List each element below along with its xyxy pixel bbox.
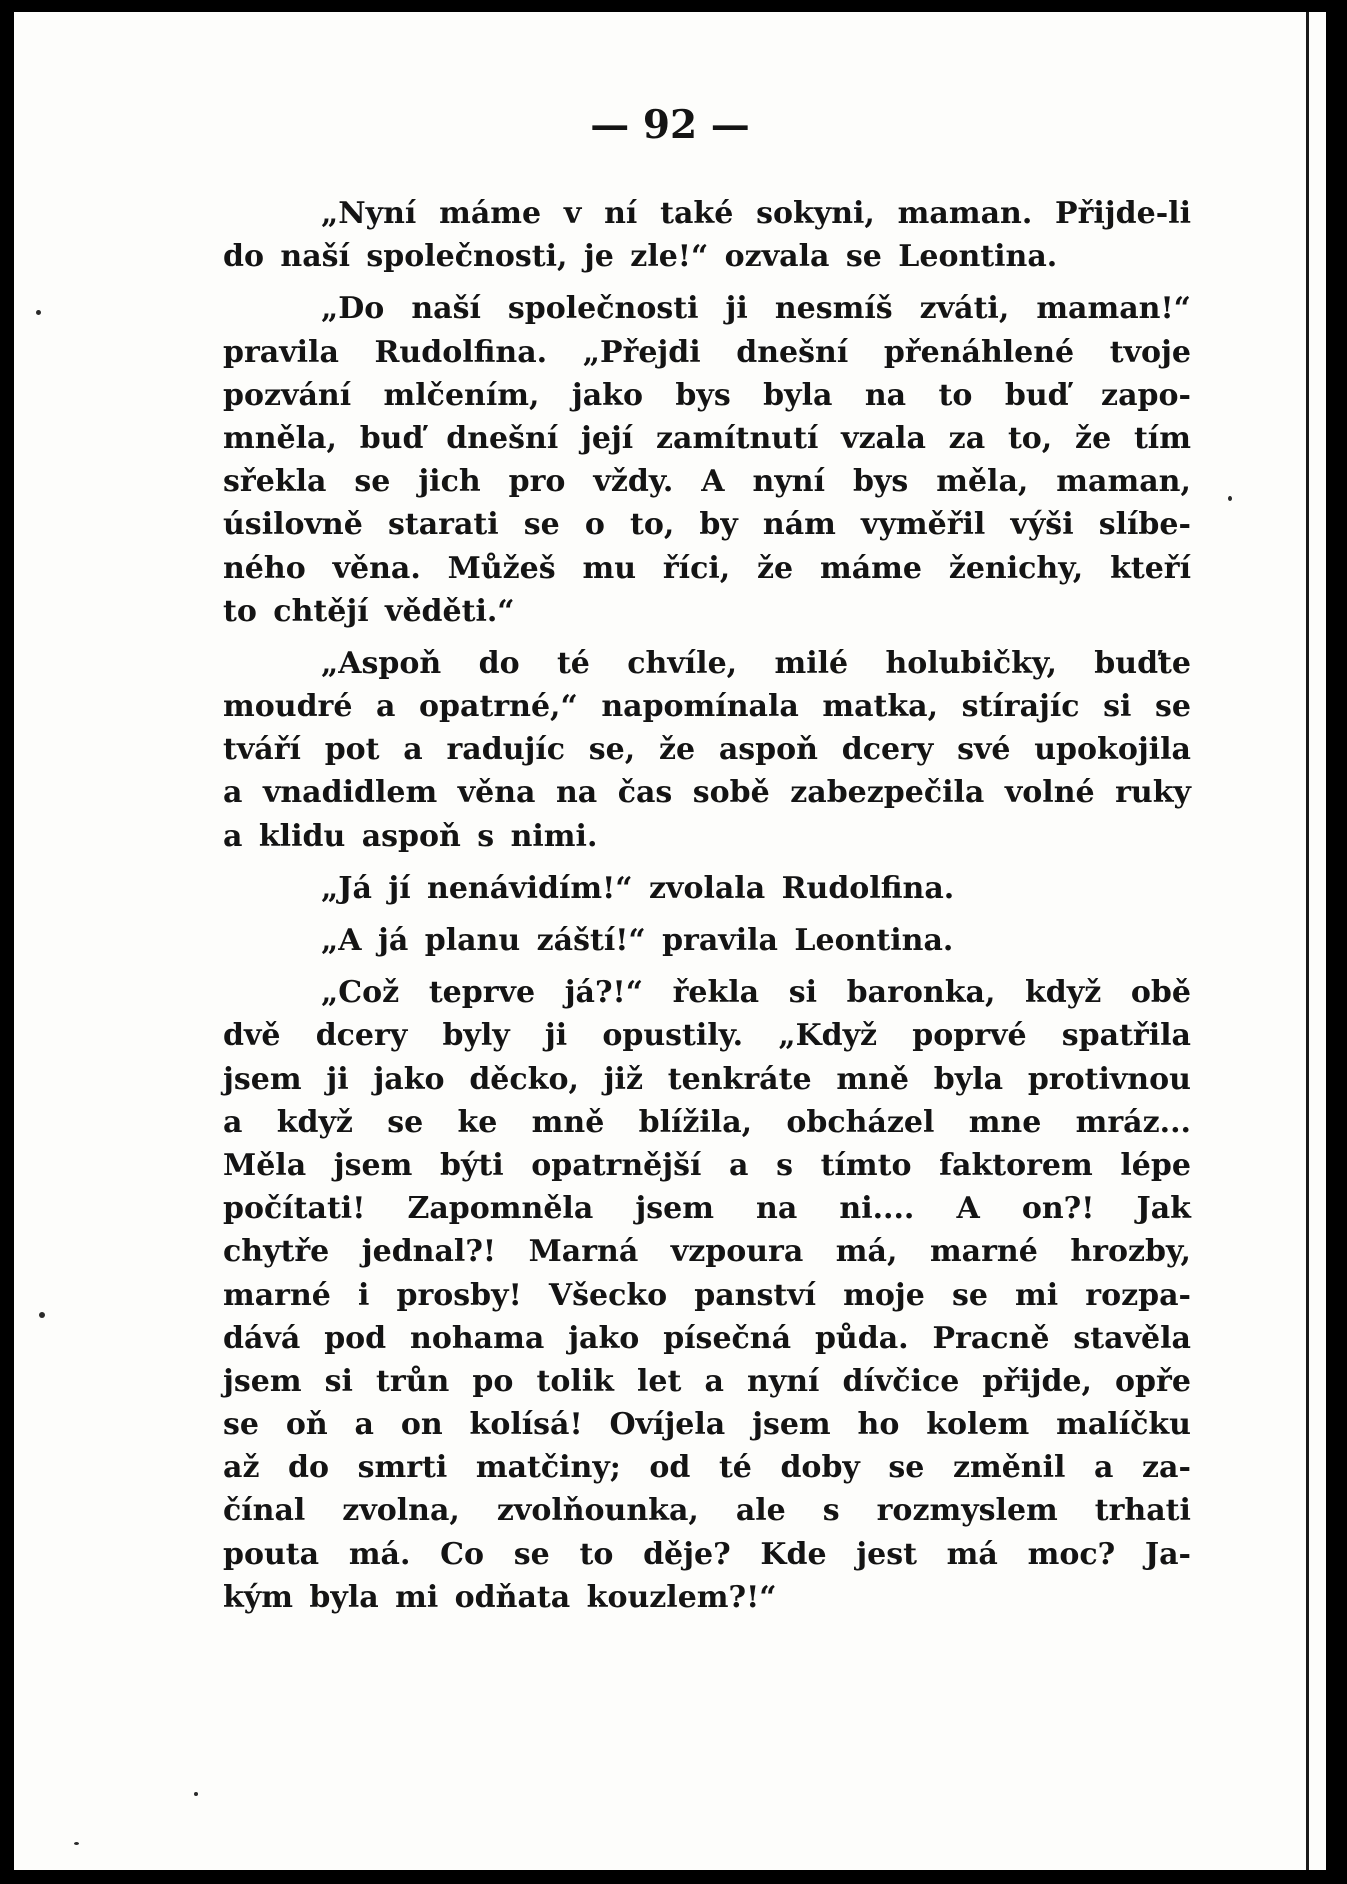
text-line: pouta má. Co se to děje? Kde jest má moc? Ja-	[223, 1536, 1191, 1572]
text-line: jsem ji jako děcko, již tenkráte mně byla protivnou	[223, 1061, 1191, 1097]
paragraph	[223, 971, 1191, 1619]
paragraph	[223, 919, 1191, 962]
text-line: do naší společnosti, je zle!“ ozvala se Leontina.	[223, 239, 1058, 275]
paragraph	[223, 287, 1191, 633]
print-speck	[74, 1842, 79, 1845]
text-line: „Já jí nenávidím!“ zvolala Rudolfina.	[321, 870, 955, 906]
book-page	[14, 12, 1326, 1870]
paragraph	[223, 642, 1191, 858]
paragraph	[223, 867, 1191, 910]
page-number: — 92 —	[590, 102, 750, 148]
text-line: až do smrti matčiny; od té doby se změnil a za-	[223, 1450, 1191, 1486]
text-line: to chtějí věděti.“	[223, 593, 515, 629]
text-line: a vnadidlem věna na čas sobě zabezpečila volné ruky	[223, 775, 1191, 811]
text-line: sřekla se jich pro vždy. A nyní bys měla, maman,	[223, 464, 1191, 500]
print-speck	[1228, 496, 1232, 501]
text-line: moudré a opatrné,“ napomínala matka, stírajíc si se	[223, 689, 1191, 725]
paragraph	[223, 192, 1191, 278]
text-line: se oň a on kolísá! Ovíjela jsem ho kolem malíčku	[223, 1407, 1191, 1443]
text-line: dává pod nohama jako písečná půda. Pracně stavěla	[223, 1320, 1191, 1356]
text-line: dvě dcery byly ji opustily. „Když poprvé spatřila	[223, 1018, 1191, 1054]
text-line: kým byla mi odňata kouzlem?!“	[223, 1579, 777, 1615]
text-line: ného věna. Můžeš mu říci, že máme ženichy, kteří	[223, 550, 1191, 586]
text-line: a když se ke mně blížila, obcházel mne mráz...	[223, 1104, 1191, 1140]
text-line: „Což teprve já?!“ řekla si baronka, když obě	[321, 975, 1191, 1011]
text-line: „A já planu záští!“ pravila Leontina.	[321, 923, 954, 958]
print-speck	[194, 1792, 198, 1796]
text-line: pozvání mlčením, jako bys byla na to buď zapo-	[223, 377, 1191, 413]
text-line: mněla, buď dnešní její zamítnutí vzala za to, že tím	[223, 420, 1191, 456]
text-line: čínal zvolna, zvolňounka, ale s rozmyslem trhati	[223, 1493, 1191, 1529]
text-line: a klidu aspoň s nimi.	[223, 818, 598, 854]
text-line: chytře jednal?! Marná vzpoura má, marné hrozby,	[223, 1234, 1191, 1270]
page-edge-line	[1306, 12, 1309, 1870]
text-line: počítati! Zapomněla jsem na ni.... A on?! Jak	[223, 1191, 1191, 1227]
text-line: úsilovně starati se o to, by nám vyměřil výši slíbe-	[223, 507, 1191, 543]
body-text	[223, 192, 1191, 1628]
print-speck	[36, 310, 41, 315]
text-line: „Do naší společnosti ji nesmíš zváti, maman!“	[321, 291, 1191, 327]
text-line: marné i prosby! Všecko panství moje se mi rozpa-	[223, 1277, 1191, 1313]
text-line: „Aspoň do té chvíle, milé holubičky, buďte	[321, 645, 1191, 681]
print-speck	[39, 1312, 45, 1318]
text-line: Měla jsem býti opatrnější a s tímto faktorem lépe	[223, 1147, 1191, 1183]
text-line: jsem si trůn po tolik let a nyní dívčice přijde, opře	[223, 1363, 1191, 1399]
text-line: „Nyní máme v ní také sokyni, maman. Přijde-li	[321, 196, 1191, 231]
text-line: pravila Rudolfina. „Přejdi dnešní přenáhlené tvoje	[223, 334, 1191, 370]
text-line: tváří pot a radujíc se, že aspoň dcery své upokojila	[223, 732, 1191, 768]
